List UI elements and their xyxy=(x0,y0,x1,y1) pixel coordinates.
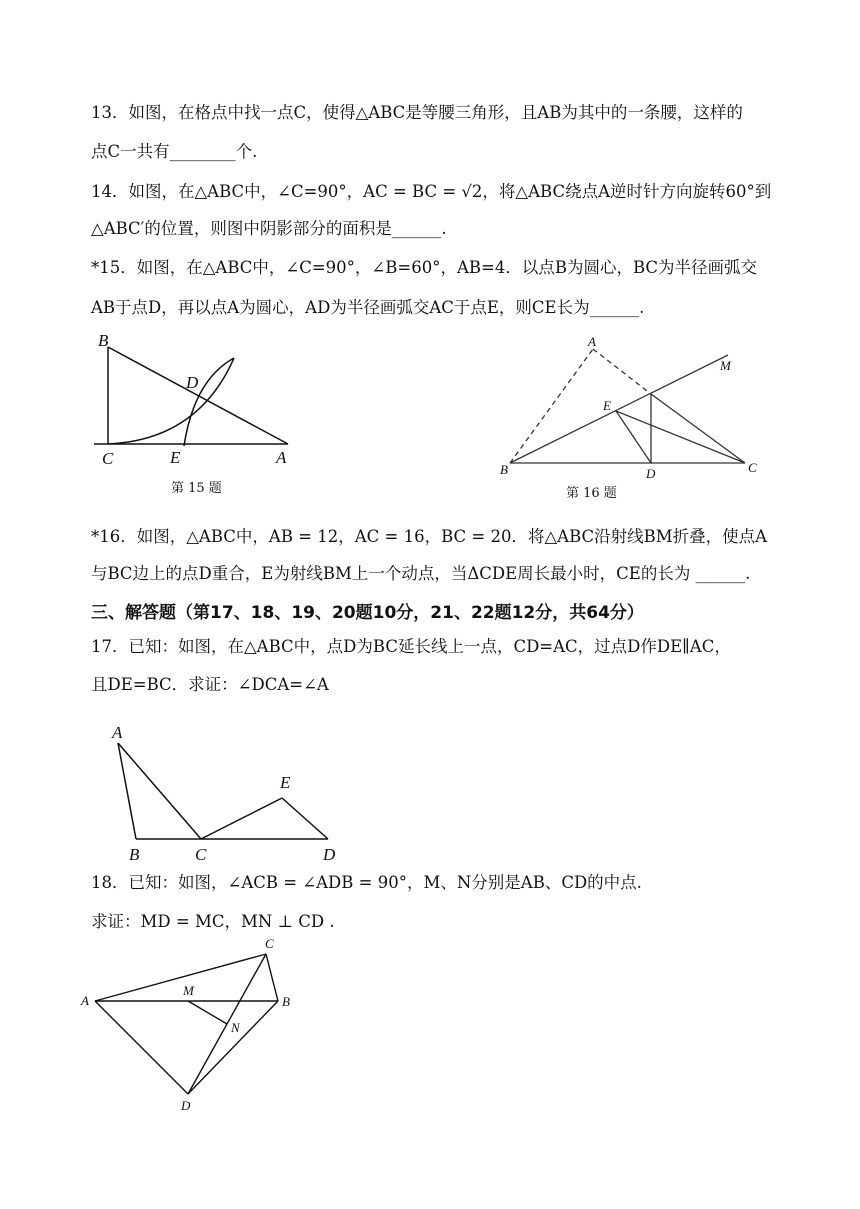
figure-18 xyxy=(78,932,308,1117)
figure-18-svg xyxy=(78,932,308,1117)
problem-18-line-2: 求证：MD = MC，MN ⊥ CD . xyxy=(91,912,335,931)
figure-17 xyxy=(100,716,360,866)
fig16-label-E: E xyxy=(603,398,611,413)
fig15-label-E: E xyxy=(170,448,181,467)
problem-13-line-2: 点C一共有________个. xyxy=(91,142,258,161)
fig16-label-B: B xyxy=(500,462,508,477)
fig16-label-A: A xyxy=(588,334,596,349)
fig18-label-N: N xyxy=(231,1020,240,1035)
fig18-label-B: B xyxy=(282,994,290,1009)
fig15-label-A: A xyxy=(276,448,287,467)
figure-16-caption: 第 16 题 xyxy=(566,486,617,501)
fig18-label-M: M xyxy=(183,983,194,998)
problem-17-line-1: 17．已知：如图，在△ABC中，点D为BC延长线上一点，CD=AC，过点D作DE∥AC， xyxy=(91,637,731,656)
fig16-label-C: C xyxy=(748,460,757,475)
problem-15-line-2: AB于点D，再以点A为圆心，AD为半径画弧交AC于点E，则CE长为______. xyxy=(91,298,645,317)
problem-14-line-1: 14．如图，在△ABC中，∠C=90°，AC = BC = √2，将△ABC绕点A逆时针方向旋转60°到 xyxy=(91,182,772,201)
fig17-label-B: B xyxy=(129,845,140,864)
fig18-label-A: A xyxy=(81,993,89,1008)
problem-16-line-2: 与BC边上的点D重合，E为射线BM上一个动点，当ΔCDE周长最小时，CE的长为 ______. xyxy=(91,564,751,583)
figure-17-svg xyxy=(100,716,360,866)
problem-16-line-1: *16．如图，△ABC中，AB = 12，AC = 16，BC = 20．将△ABC沿射线BM折叠，使点A xyxy=(91,527,768,546)
figure-16 xyxy=(495,332,765,482)
fig17-label-D: D xyxy=(323,845,336,864)
problem-13-line-1: 13．如图，在格点中找一点C，使得△ABC是等腰三角形，且AB为其中的一条腰，这样的 xyxy=(91,103,743,122)
fig16-label-M: M xyxy=(720,358,731,373)
problem-14-line-2: △ABC′的位置，则图中阴影部分的面积是______. xyxy=(91,219,447,238)
fig16-label-D: D xyxy=(646,466,656,481)
fig18-label-C: C xyxy=(265,936,274,951)
fig15-label-D: D xyxy=(186,373,199,392)
problem-17-line-2: 且DE=BC．求证：∠DCA=∠A xyxy=(91,675,329,694)
fig17-label-A: A xyxy=(112,723,123,742)
figure-15-caption: 第 15 题 xyxy=(171,481,222,496)
figure-15 xyxy=(88,330,298,470)
fig15-label-C: C xyxy=(102,449,114,468)
section-3-heading: 三、解答题（第17、18、19、20题10分，21、22题12分，共64分） xyxy=(91,603,644,623)
fig18-label-D: D xyxy=(181,1098,191,1113)
fig17-label-C: C xyxy=(195,845,207,864)
problem-15-line-1: *15．如图，在△ABC中，∠C=90°，∠B=60°，AB=4．以点B为圆心，BC为半径画弧交 xyxy=(91,258,757,277)
problem-18-line-1: 18．已知：如图，∠ACB = ∠ADB = 90°，M、N分别是AB、CD的中点. xyxy=(91,873,642,892)
figure-15-svg xyxy=(88,330,298,470)
figure-16-svg xyxy=(495,332,765,482)
fig17-label-E: E xyxy=(280,773,291,792)
fig15-label-B: B xyxy=(98,331,109,350)
